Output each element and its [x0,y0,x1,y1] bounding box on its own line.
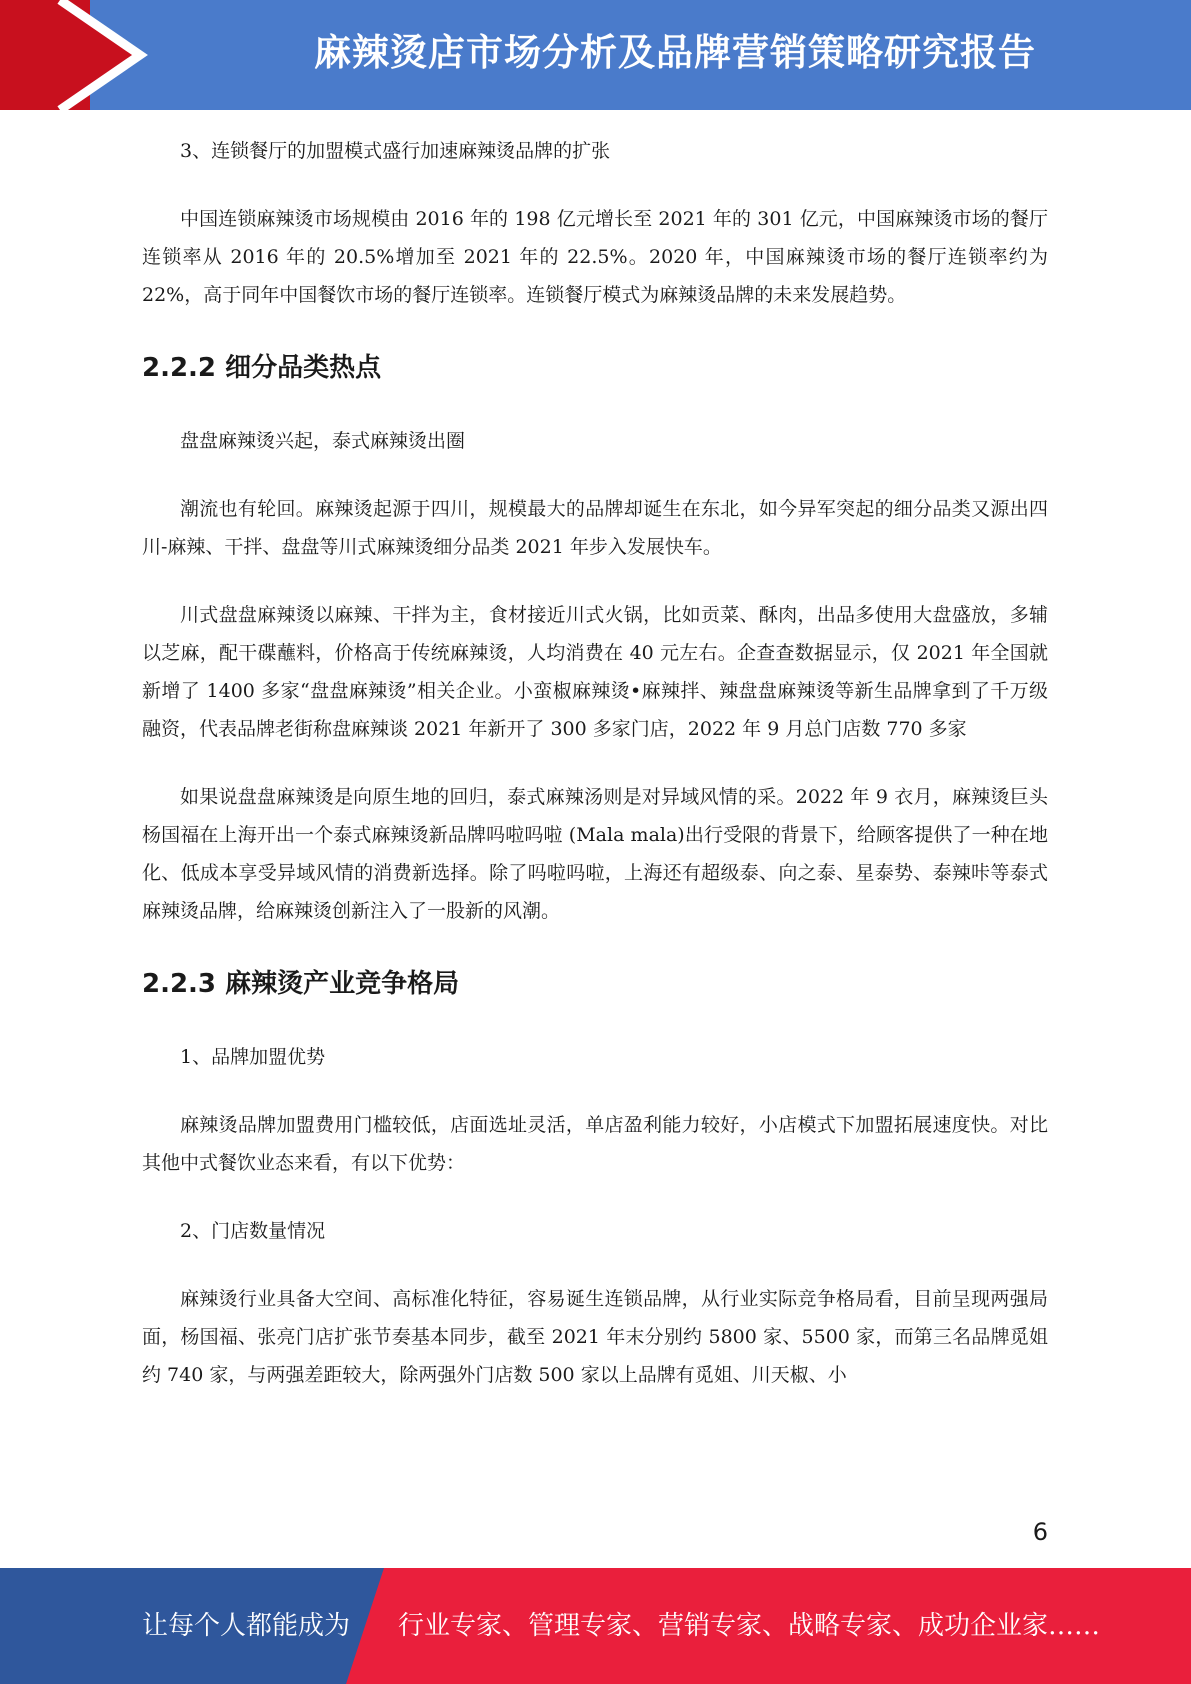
page-header [0,0,1191,110]
paragraph: 麻辣烫行业具备大空间、高标准化特征，容易诞生连锁品牌，从行业实际竞争格局看，目前呈现两强局面，杨国福、张亮门店扩张节奏基本同步，截至 2021 年末分别约 5800 家、5500 家，而第三名品牌觅姐约 740 家，与两强差距较大，除两强外门店数 500 家以上品牌有觅姐、川天椒、小 [142,1288,1048,1386]
section-heading: 2.2.2 细分品类热点 [142,353,382,383]
paragraph: 如果说盘盘麻辣烫是向原生地的回归，泰式麻辣汤则是对异域风情的采。2022 年 9 衣月，麻辣烫巨头杨国福在上海开出一个泰式麻辣烫新品牌吗啦吗啦 (Mala mala)出行受限的背景下，给顾客提供了一种在地化、低成本享受异域风情的消费新选择。除了吗啦吗啦，上海还有超级泰、向之泰、星泰势、泰辣咔等泰式麻辣烫品牌，给麻辣烫创新注入了一股新的风潮。 [142,786,1048,922]
page-number: 6 [1032,1518,1048,1546]
section-heading: 2.2.3 麻辣烫产业竞争格局 [142,969,460,999]
document-body [142,132,1048,1394]
subsection-label: 1、品牌加盟优势 [180,1046,326,1068]
subsection-label: 盘盘麻辣烫兴起，泰式麻辣烫出圈 [180,430,466,452]
subsection-label: 3、连锁餐厅的加盟模式盛行加速麻辣烫品牌的扩张 [180,140,611,162]
chevron-arrow-icon [0,0,160,110]
paragraph: 麻辣烫品牌加盟费用门槛较低，店面选址灵活，单店盈利能力较好，小店模式下加盟拓展速度快。对比其他中式餐饮业态来看，有以下优势： [142,1114,1048,1174]
page-footer [0,1568,1191,1684]
report-title: 麻辣烫店市场分析及品牌营销策略研究报告 [314,31,1036,74]
footer-slogan-right: 行业专家、管理专家、营销专家、战略专家、成功企业家…… [398,1611,1101,1641]
subsection-label: 2、门店数量情况 [180,1220,326,1242]
paragraph: 中国连锁麻辣烫市场规模由 2016 年的 198 亿元增长至 2021 年的 301 亿元，中国麻辣烫市场的餐厅连锁率从 2016 年的 20.5%增加至 2021 年的 22.5%。2020 年，中国麻辣烫市场的餐厅连锁率约为 22%，高于同年中国餐饮市场的餐厅连锁率。连锁餐厅模式为麻辣烫品牌的未来发展趋势。 [142,208,1048,306]
paragraph: 潮流也有轮回。麻辣烫起源于四川，规模最大的品牌却诞生在东北，如今异军突起的细分品类又源出四川-麻辣、干拌、盘盘等川式麻辣烫细分品类 2021 年步入发展快车。 [142,498,1048,558]
footer-slogan-left: 让每个人都能成为 [142,1611,351,1641]
paragraph: 川式盘盘麻辣烫以麻辣、干拌为主，食材接近川式火锅，比如贡菜、酥肉，出品多使用大盘盛放，多辅以芝麻，配干碟蘸料，价格高于传统麻辣烫，人均消费在 40 元左右。企查查数据显示，仅 2021 年全国就新增了 1400 多家“盘盘麻辣烫”相关企业。小蛮椒麻辣烫•麻辣拌、辣盘盘麻辣烫等新生品牌拿到了千万级融资，代表品牌老街称盘麻辣谈 2021 年新开了 300 多家门店，2022 年 9 月总门店数 770 多家 [142,604,1048,740]
